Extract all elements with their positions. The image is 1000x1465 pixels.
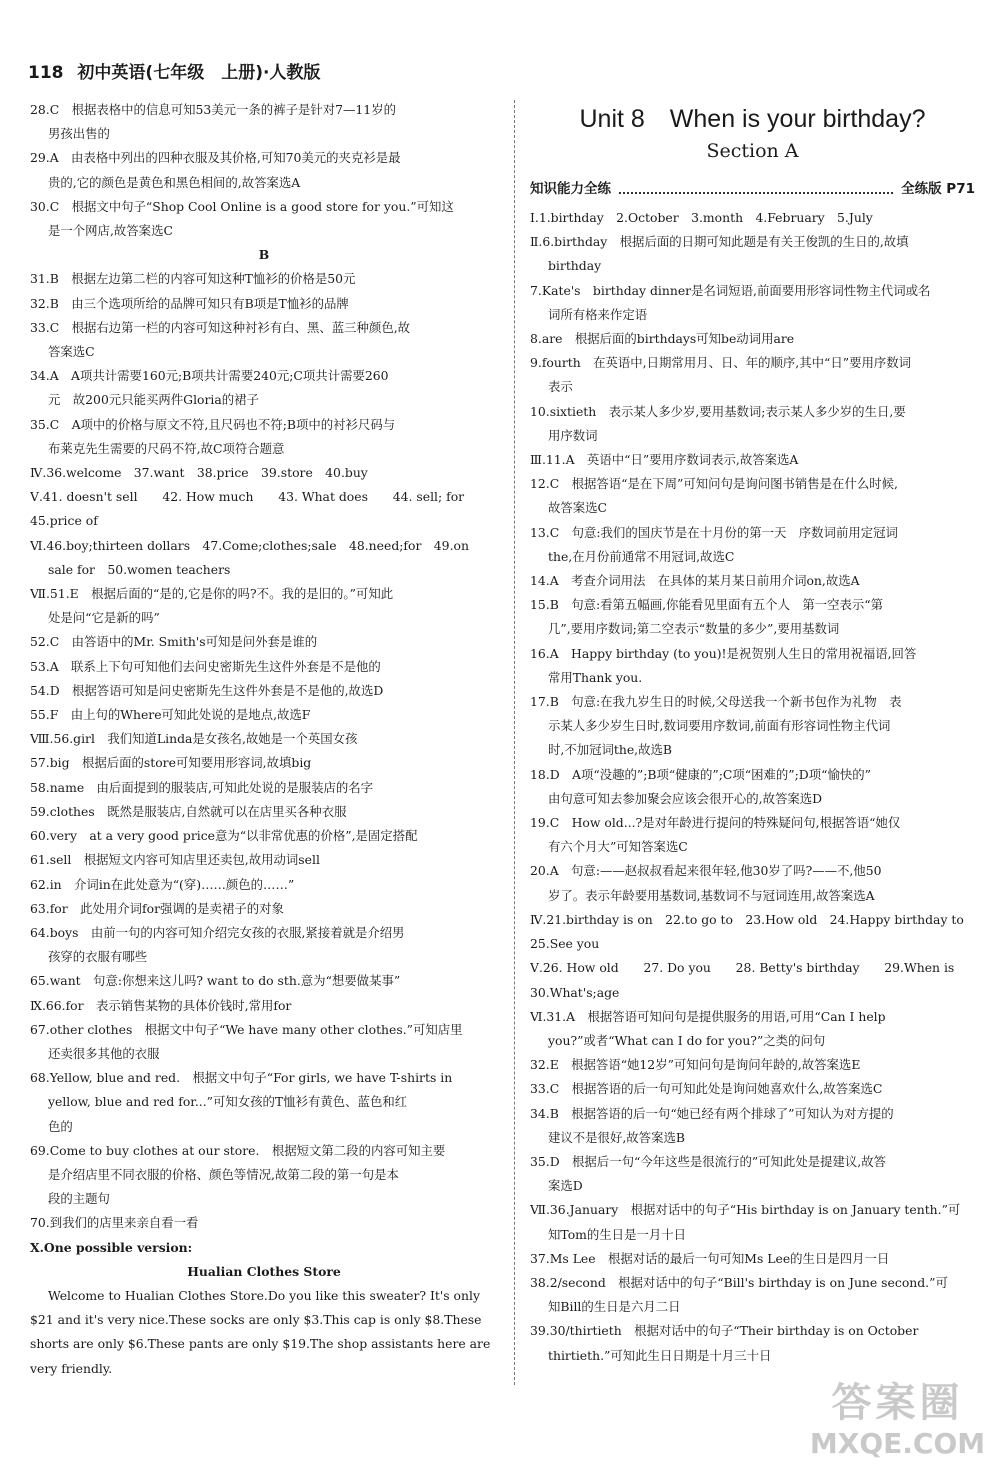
- answer-line: 38.2/second 根据对话中的句子“Bill's birthday is on June second.”可: [530, 1274, 948, 1290]
- answer-line: 岁了。表示年龄要用基数词,基数词不与冠词连用,故答案选A: [548, 887, 875, 903]
- answer-line: 孩穿的衣服有哪些: [48, 949, 148, 965]
- answer-line: 贵的,它的颜色是黄色和黑色相间的,故答案选A: [48, 174, 301, 190]
- answer-line: 知Bill的生日是六月二日: [548, 1299, 681, 1315]
- answer-line: Ⅶ.36.January 根据对话中的句子“His birthday is on January tenth.”可: [530, 1202, 961, 1218]
- answer-line: 13.C 句意:我们的国庆节是在十月份的第一天 序数词前用定冠词: [530, 524, 898, 540]
- answer-line: 建议不是很好,故答案选B: [548, 1129, 685, 1145]
- answer-line: Ⅹ.One possible version:: [30, 1239, 193, 1255]
- answer-line: Ⅸ.66.for 表示销售某物的具体价钱时,常用for: [30, 997, 292, 1013]
- answer-line: 64.boys 由前一句的内容可知介绍完女孩的衣服,紧接着就是介绍男: [30, 924, 405, 940]
- book-title: 初中英语(七年级 上册)·人教版: [77, 63, 321, 83]
- right-answer-list: [530, 206, 975, 1368]
- answer-line: the,在月份前通常不用冠词,故选C: [548, 548, 735, 564]
- answer-line: 故答案选C: [548, 500, 608, 516]
- answer-line: 59.clothes 既然是服装店,自然就可以在店里买各种衣服: [30, 803, 347, 819]
- answer-line: Ⅴ.41. doesn't sell 42. How much 43. What does 44. sell; for: [30, 489, 465, 505]
- answer-line: Welcome to Hualian Clothes Store.Do you like this sweater? It's only: [48, 1287, 480, 1303]
- unit-title: Unit 8 When is your birthday?: [579, 105, 926, 133]
- page-header: [28, 58, 528, 83]
- answer-line: 20.A 句意:——赵叔叔看起来很年轻,他30岁了吗?——不,他50: [530, 863, 882, 879]
- answer-line: 用序数词: [548, 427, 598, 443]
- answer-line: Ⅷ.56.girl 我们知道Linda是女孩名,故她是一个英国女孩: [30, 731, 358, 747]
- answer-line: 32.E 根据答语“她12岁”可知问句是询问年龄的,故答案选E: [530, 1057, 861, 1073]
- answer-line: 还卖很多其他的衣服: [48, 1045, 160, 1061]
- answer-line: 是一个网店,故答案选C: [48, 223, 173, 239]
- site-watermark-logo: [800, 1378, 995, 1463]
- answer-line: Ⅵ.31.A 根据答语可知问句是提供服务的用语,可用“Can I help: [530, 1008, 886, 1024]
- answer-line: 65.want 句意:你想来这儿吗? want to do sth.意为“想要做某事”: [30, 973, 401, 989]
- answer-line: 段的主题句: [48, 1191, 110, 1207]
- answer-line: 7.Kate's birthday dinner是名词短语,前面要用形容词性物主代词或名: [530, 282, 931, 298]
- answer-line: B: [258, 247, 270, 263]
- answer-line: 52.C 由答语中的Mr. Smith's可知是问外套是谁的: [30, 634, 318, 650]
- answer-line: sale for 50.women teachers: [48, 561, 231, 577]
- answer-line: $21 and it's very nice.These socks are only $3.This cap is only $8.These: [30, 1312, 482, 1328]
- answer-line: 67.other clothes 根据文中句子“We have many other clothes.”可知店里: [30, 1021, 463, 1037]
- answer-line: Ⅳ.36.welcome 37.want 38.price 39.store 40.buy: [30, 465, 368, 481]
- answer-line: 53.A 联系上下句可知他们去问史密斯先生这件外套是不是他的: [30, 658, 381, 674]
- answer-line: 答案选C: [48, 344, 95, 360]
- answer-line: 61.sell 根据短文内容可知店里还卖包,故用动词sell: [30, 852, 320, 868]
- answer-line: 55.F 由上句的Where可知此处说的是地点,故选F: [30, 707, 311, 723]
- column-divider: [514, 100, 515, 1385]
- answer-line: 案选D: [548, 1178, 583, 1194]
- answer-line: 示某人多少岁生日时,数词要用序数词,前面有形容词性物主代词: [548, 718, 891, 734]
- practice-bar: [530, 176, 975, 202]
- dotted-leader: [619, 184, 893, 194]
- answer-line: 14.A 考查介词用法 在具体的某月某日前用介词on,故选A: [530, 573, 860, 589]
- answer-line: Ⅱ.6.birthday 根据后面的日期可知此题是有关王俊凯的生日的,故填: [530, 234, 909, 250]
- answer-line: 16.A Happy birthday (to you)!是祝贺别人生日的常用祝福语,回答: [530, 645, 917, 661]
- answer-line: 30.What's;age: [530, 984, 620, 1000]
- answer-line: 39.30/thirtieth 根据对话中的句子“Their birthday is on October: [530, 1323, 919, 1339]
- answer-line: 有六个月大”可知答案选C: [548, 839, 688, 855]
- answer-line: thirtieth.”可知此生日日期是十月三十日: [548, 1347, 772, 1363]
- watermark-text: 答案圈: [831, 1380, 964, 1426]
- answer-line: 男孩出售的: [48, 126, 110, 142]
- answer-line: 70.到我们的店里来亲自看一看: [30, 1215, 199, 1231]
- answer-line: you?”或者“What can I do for you?”之类的问句: [548, 1032, 826, 1048]
- right-answer-column: [530, 100, 975, 1368]
- answer-line: Ⅵ.46.boy;thirteen dollars 47.Come;clothes;sale 48.need;for 49.on: [30, 537, 469, 553]
- answer-line: 8.are 根据后面的birthdays可知be动词用are: [530, 331, 795, 347]
- answer-line: 9.fourth 在英语中,日期常用月、日、年的顺序,其中“日”要用序数词: [530, 355, 912, 371]
- answer-line: Ⅲ.11.A 英语中“日”要用序数词表示,故答案选A: [530, 452, 799, 468]
- answer-line: 色的: [48, 1118, 73, 1134]
- answer-line: shorts are only $6.These pants are only $19.The shop assistants here are: [30, 1336, 491, 1352]
- left-answer-column: [30, 98, 498, 1381]
- practice-bar-label: 知识能力全练: [530, 180, 611, 197]
- answer-line: 10.sixtieth 表示某人多少岁,要用基数词;表示某人多少岁的生日,要: [530, 403, 906, 419]
- answer-line: 45.price of: [30, 513, 98, 529]
- answer-line: Hualian Clothes Store: [187, 1263, 341, 1279]
- answer-line: 69.Come to buy clothes at our store. 根据短文第二段的内容可知主要: [30, 1142, 446, 1158]
- answer-line: 33.C 根据右边第一栏的内容可知这种衬衫有白、黑、蓝三种颜色,故: [30, 319, 411, 335]
- answer-line: 时,不加冠词the,故选B: [548, 742, 673, 758]
- answer-line: 68.Yellow, blue and red. 根据文中句子“For girls, we have T-shirts in: [30, 1070, 453, 1086]
- answer-line: 57.big 根据后面的store可知要用形容词,故填big: [30, 755, 312, 771]
- answer-line: yellow, blue and red for...”可知女孩的T恤衫有黄色、蓝色和红: [48, 1094, 408, 1110]
- answer-line: 元 故200元只能买两件Gloria的裙子: [48, 392, 259, 408]
- answer-line: 是介绍店里不同衣服的价格、颜色等情况,故第二段的第一句是本: [48, 1166, 399, 1182]
- answer-line: 18.D A项“没趣的”;B项“健康的”;C项“困难的”;D项“愉快的”: [530, 766, 871, 782]
- answer-line: very friendly.: [30, 1360, 113, 1376]
- answer-line: 常用Thank you.: [548, 669, 643, 685]
- answer-line: Ⅰ.1.birthday 2.October 3.month 4.February 5.July: [530, 210, 873, 225]
- answer-line: 29.A 由表格中列出的四种衣服及其价格,可知70美元的夹克衫是最: [30, 150, 401, 166]
- page-number: 118: [28, 63, 64, 83]
- answer-line: 31.B 根据左边第二栏的内容可知这种T恤衫的价格是50元: [30, 271, 356, 287]
- practice-bar-page: 全练版 P71: [901, 180, 975, 197]
- watermark-url: MXQE.COM: [809, 1427, 986, 1460]
- answer-line: 60.very at a very good price意为“以非常优惠的价格”,是固定搭配: [30, 828, 418, 844]
- section-title: Section A: [706, 140, 799, 162]
- answer-line: 知Tom的生日是一月十日: [548, 1226, 687, 1242]
- answer-line: 33.C 根据答语的后一句可知此处是询问她喜欢什么,故答案选C: [530, 1081, 883, 1097]
- answer-line: 63.for 此处用介词for强调的是卖裙子的对象: [30, 900, 284, 916]
- answer-line: 几”,要用序数词;第二空表示“数量的多少”,要用基数词: [548, 621, 840, 637]
- answer-line: 54.D 根据答语可知是问史密斯先生这件外套是不是他的,故选D: [30, 682, 384, 698]
- answer-line: 34.B 根据答语的后一句“她已经有两个排球了”可知认为对方提的: [530, 1105, 894, 1121]
- answer-line: 32.B 由三个选项所给的品牌可知只有B项是T恤衫的品牌: [30, 295, 349, 311]
- answer-line: 35.D 根据后一句“今年这些是很流行的”可知此处是提建议,故答: [530, 1153, 887, 1169]
- answer-line: Ⅳ.21.birthday is on 22.to go to 23.How old 24.Happy birthday to: [530, 911, 964, 927]
- answer-line: 35.C A项中的价格与原文不符,且尺码也不符;B项中的衬衫尺码与: [30, 416, 396, 432]
- answer-line: 12.C 根据答语“是在下周”可知问句是询问图书销售是在什么时候,: [530, 476, 898, 492]
- answer-line: 17.B 句意:在我九岁生日的时候,父母送我一个新书包作为礼物 表: [530, 694, 902, 710]
- answer-line: 34.A A项共计需要160元;B项共计需要240元;C项共计需要260: [30, 368, 389, 384]
- answer-line: Ⅶ.51.E 根据后面的“是的,它是你的吗?不。我的是旧的。”可知此: [30, 586, 394, 602]
- answer-line: 62.in 介词in在此处意为“(穿)……颜色的……”: [30, 876, 295, 892]
- answer-line: Ⅴ.26. How old 27. Do you 28. Betty's birthday 29.When is: [530, 960, 955, 976]
- answer-line: 布莱克先生需要的尺码不符,故C项符合题意: [48, 440, 285, 456]
- answer-line: 28.C 根据表格中的信息可知53美元一条的裤子是针对7—11岁的: [30, 102, 396, 117]
- answer-line: 处是问“它是新的吗”: [48, 610, 160, 626]
- answer-line: birthday: [548, 258, 602, 274]
- answer-line: 词所有格来作定语: [548, 306, 648, 322]
- answer-line: 表示: [548, 379, 573, 395]
- answer-line: 19.C How old...?是对年龄进行提问的特殊疑问句,根据答语“她仅: [530, 815, 901, 831]
- answer-line: 37.Ms Lee 根据对话的最后一句可知Ms Lee的生日是四月一日: [530, 1250, 890, 1266]
- answer-line: 15.B 句意:看第五幅画,你能看见里面有五个人 第一空表示“第: [530, 597, 884, 613]
- answer-line: 30.C 根据文中句子“Shop Cool Online is a good store for you.”可知这: [30, 198, 454, 214]
- answer-line: 25.See you: [530, 936, 600, 952]
- answer-line: 由句意可知去参加聚会应该会很开心的,故答案选D: [548, 790, 823, 806]
- answer-line: 58.name 由后面提到的服装店,可知此处说的是服装店的名字: [30, 779, 374, 795]
